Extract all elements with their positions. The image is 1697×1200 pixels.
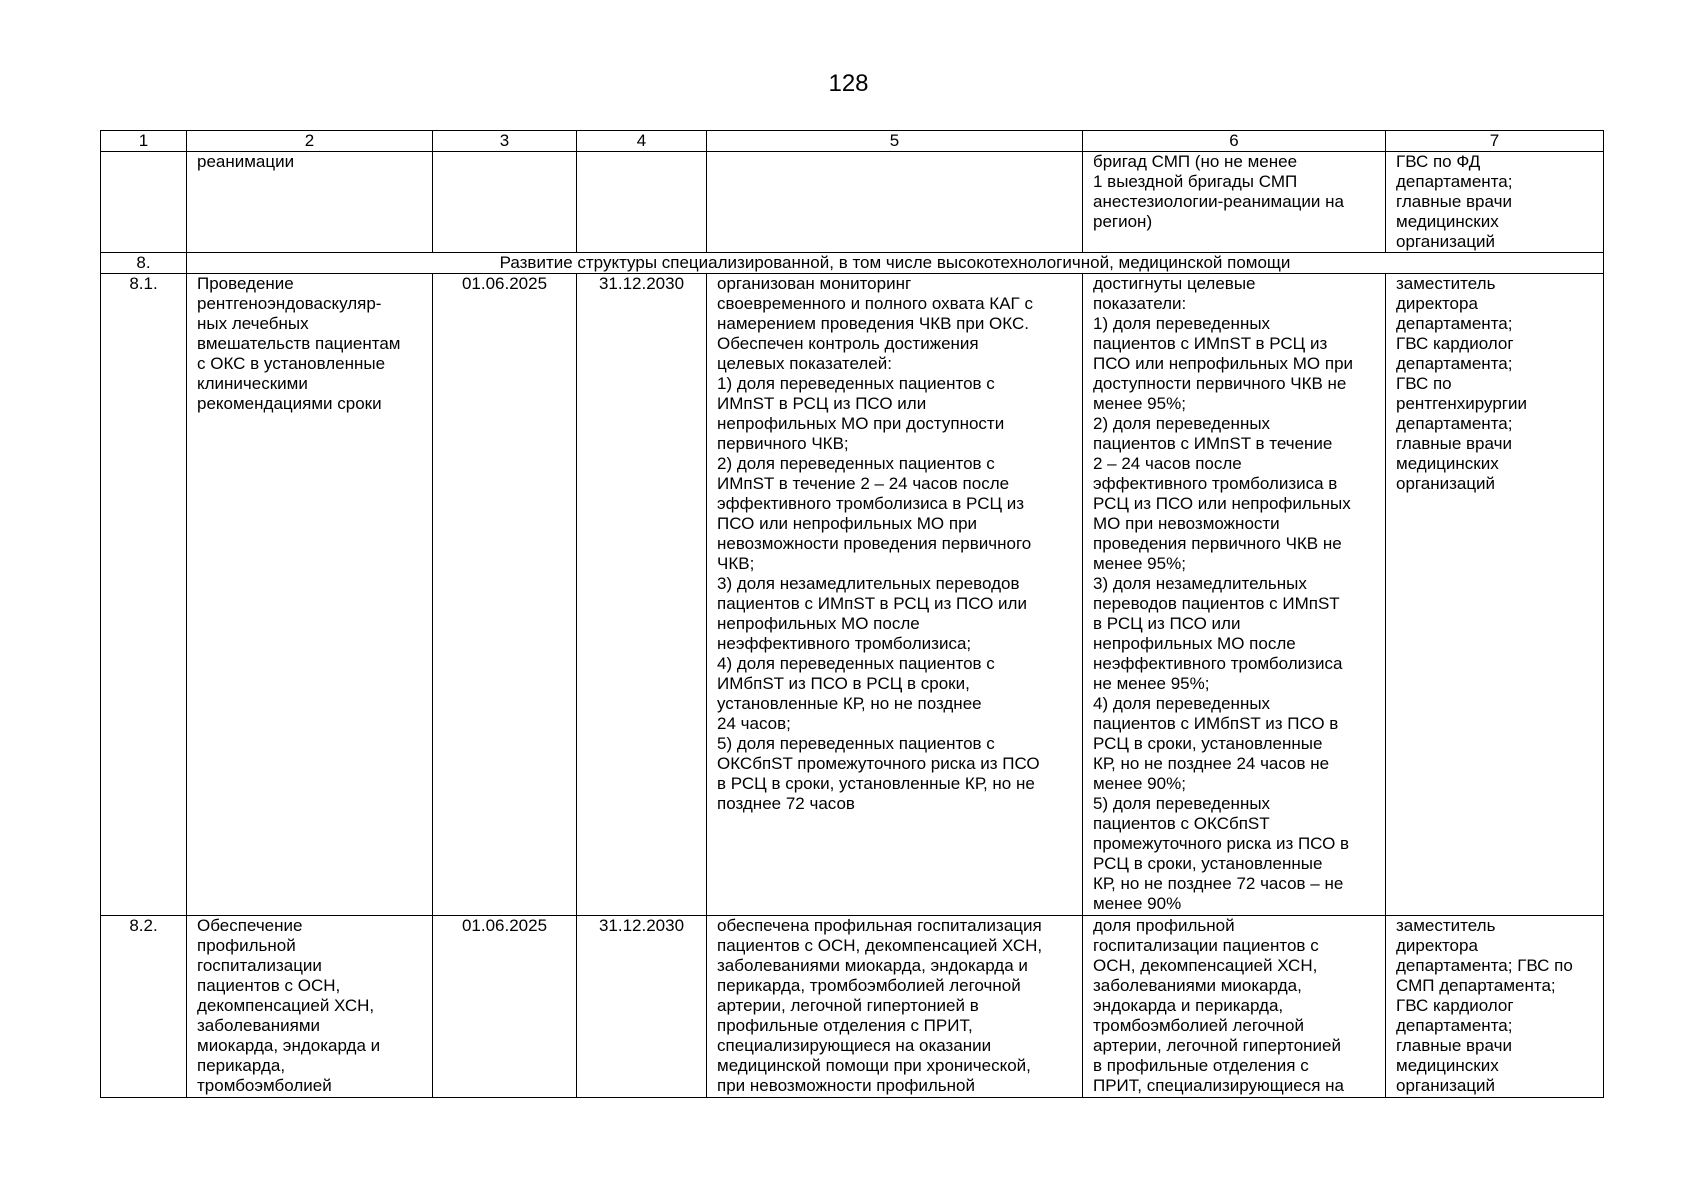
section-number: 8. [101,253,187,274]
column-number-2: 2 [187,131,433,152]
target-indicators [1083,916,1386,1098]
cell-text-line: неэффективного тромболизиса [1093,654,1343,673]
cell-text-line: миокарда, эндокарда и [197,1036,381,1055]
end-date: 31.12.2030 [577,274,707,916]
cell-text-line: эффективного тромболизиса в РСЦ из [717,494,1025,513]
cell-text-line: ОСН, декомпенсацией ХСН, [1093,956,1318,975]
responsible-persons [1386,274,1604,916]
cell-text-line: РСЦ в сроки, установленные [1093,854,1323,873]
cell-text-line: КР, но не позднее 24 часов не [1093,754,1330,773]
cell-text-line: организаций [1396,232,1496,251]
cell-text-line: директора [1396,936,1478,955]
cell-text-line: доступности первичного ЧКВ не [1093,374,1347,393]
cell-text-line: директора [1396,294,1478,313]
cell-text-line: клиническими [197,374,308,393]
cell-text-line: 1) доля переведенных пациентов с [717,374,995,393]
cell-text-line: главные врачи [1396,434,1512,453]
cell-text-line: ПСО или непрофильных МО при [717,514,978,533]
page-number: 128 [828,70,869,97]
cell-text-line: пациентов с ИМпST в РСЦ из [1093,334,1328,353]
cell-text-line: Обеспечен контроль достижения [717,334,979,353]
table-row [101,916,1604,1098]
cell-text-line: неэффективного тромболизиса; [717,634,972,653]
table-row [101,274,1604,916]
column-number-1: 1 [101,131,187,152]
cell-text-line: непрофильных МО при доступности [717,414,1005,433]
cell-text-line: заместитель [1396,274,1496,293]
row-number: 8.2. [101,916,187,1098]
cell-text-line: департамента; [1396,414,1513,433]
measure-name [187,274,433,916]
cell-text-line: намерением проведения ЧКВ при ОКС. [717,314,1029,333]
cell-text-line: не менее 95%; [1093,674,1210,693]
continuation-row [101,152,1604,253]
cell-text-line: медицинских [1396,454,1499,473]
measure-name [187,916,433,1098]
cell-text-line: переводов пациентов с ИМпST [1093,594,1340,613]
cell-text-line: МО при невозможности [1093,514,1280,533]
cell-text-line: 1) доля переведенных [1093,314,1271,333]
column-number-5: 5 [707,131,1083,152]
continuation-indicators-cell [1083,152,1386,253]
cell-text-line: рентгенхирургии [1396,394,1527,413]
cell-text-line: организаций [1396,474,1496,493]
cell-text-line: заболеваниями [197,1016,321,1035]
cell-text-line: 3) доля незамедлительных переводов [717,574,1020,593]
cell-text-line: менее 90%; [1093,774,1186,793]
cell-text-line: перикарда, [197,1056,286,1075]
cell-text-line: артерии, легочной гипертонией в [717,996,979,1015]
cell-text-line: 5) доля переведенных пациентов с [717,734,995,753]
continuation-result-cell [707,152,1083,253]
cell-text-line: артерии, легочной гипертонией [1093,1036,1342,1055]
responsible-persons [1386,916,1604,1098]
start-date: 01.06.2025 [433,274,577,916]
cell-text-line: ГВС кардиолог [1396,996,1514,1015]
cell-text-line: медицинской помощи при хронической, [717,1056,1031,1075]
cell-text-line: вмешательств пациентам [197,334,401,353]
cell-text-line: 1 выездной бригады СМП [1093,172,1298,191]
cell-text-line: невозможности проведения первичного [717,534,1032,553]
cell-text-line: заболеваниями миокарда, [1093,976,1302,995]
cell-text-line: организаций [1396,1076,1496,1095]
section-row [101,253,1604,274]
cell-text-line: специализирующиеся на оказании [717,1036,992,1055]
cell-text-line: менее 95%; [1093,394,1186,413]
cell-text-line: заболеваниями миокарда, эндокарда и [717,956,1028,975]
cell-text-line: перикарда, тромбоэмболией легочной [717,976,1021,995]
continuation-responsible-cell [1386,152,1604,253]
cell-text-line: главные врачи [1396,192,1512,211]
continuation-name-cell [187,152,433,253]
cell-text-line: тромбоэмболией легочной [1093,1016,1304,1035]
cell-text-line: установленные КР, но не позднее [717,694,982,713]
column-number-6: 6 [1083,131,1386,152]
cell-text-line: пациентов с ОКСбпST [1093,814,1270,833]
cell-text-line: позднее 72 часов [717,794,855,813]
cell-text-line: организован мониторинг [717,274,912,293]
cell-text-line: 2) доля переведенных пациентов с [717,454,995,473]
cell-text-line: ГВС по ФД [1396,152,1481,171]
cell-text-line: 4) доля переведенных [1093,694,1271,713]
cell-text-line: ОКСбпST промежуточного риска из ПСО [717,754,1040,773]
cell-text-line: ГВС кардиолог [1396,334,1514,353]
continuation-end-cell [577,152,707,253]
cell-text-line: проведения первичного ЧКВ не [1093,534,1342,553]
end-date: 31.12.2030 [577,916,707,1098]
cell-text-line: своевременного и полного охвата КАГ с [717,294,1033,313]
cell-text-line: обеспечена профильная госпитализация [717,916,1042,935]
cell-text-line: департамента; [1396,354,1513,373]
cell-text-line: департамента; ГВС по [1396,956,1573,975]
cell-text-line: ИМпST в течение 2 – 24 часов после [717,474,1010,493]
cell-text-line: ных лечебных [197,314,309,333]
cell-text-line: 24 часов; [717,714,791,733]
column-number-7: 7 [1386,131,1604,152]
cell-text-line: непрофильных МО после [1093,634,1296,653]
cell-text-line: 5) доля переведенных [1093,794,1271,813]
cell-text-line: пациентов с ОСН, декомпенсацией ХСН, [717,936,1043,955]
start-date: 01.06.2025 [433,916,577,1098]
cell-text-line: ИМбпST из ПСО в РСЦ в сроки, [717,674,970,693]
cell-text-line: департамента; [1396,172,1513,191]
cell-text-line: рекомендациями сроки [197,394,382,413]
continuation-start-cell [433,152,577,253]
cell-text-line: ПСО или непрофильных МО при [1093,354,1354,373]
cell-text-line: 2 – 24 часов после [1093,454,1242,473]
cell-text-line: госпитализации [197,956,322,975]
cell-text-line: Проведение [197,274,294,293]
cell-text-line: заместитель [1396,916,1496,935]
cell-text-line: РСЦ из ПСО или непрофильных [1093,494,1351,513]
cell-text-line: достигнуты целевые [1093,274,1256,293]
cell-text-line: главные врачи [1396,1036,1512,1055]
cell-text-line: 2) доля переведенных [1093,414,1271,433]
cell-text-line: в профильные отделения с [1093,1056,1309,1075]
row-number: 8.1. [101,274,187,916]
cell-text-line: с ОКС в установленные [197,354,386,373]
column-number-row [101,131,1604,152]
cell-text-line: пациентов с ИМпST в РСЦ из ПСО или [717,594,1027,613]
cell-text-line: рентгеноэндоваскуляр- [197,294,382,313]
cell-text-line: профильные отделения с ПРИТ, [717,1016,973,1035]
expected-result [707,274,1083,916]
cell-text-line: ГВС по [1396,374,1452,393]
cell-text-line: декомпенсацией ХСН, [197,996,375,1015]
cell-text-line: бригад СМП (но не менее [1093,152,1298,171]
cell-text-line: доля профильной [1093,916,1235,935]
cell-text-line: эффективного тромболизиса в [1093,474,1338,493]
cell-text-line: КР, но не позднее 72 часов – не [1093,874,1344,893]
cell-text-line: менее 90% [1093,894,1182,913]
cell-text-line: тромбоэмболией [197,1076,332,1095]
continuation-number-cell [101,152,187,253]
cell-text-line: показатели: [1093,294,1187,313]
target-indicators [1083,274,1386,916]
cell-text-line: в РСЦ из ПСО или [1093,614,1241,633]
cell-text-line: непрофильных МО после [717,614,920,633]
cell-text-line: менее 95%; [1093,554,1186,573]
cell-text-line: ЧКВ; [717,554,755,573]
cell-text-line: 3) доля незамедлительных [1093,574,1307,593]
column-number-3: 3 [433,131,577,152]
cell-text-line: пациентов с ОСН, [197,976,341,995]
cell-text-line: профильной [197,936,296,955]
cell-text-line: пациентов с ИМпST в течение [1093,434,1333,453]
cell-text-line: реанимации [197,152,295,171]
cell-text-line: регион) [1093,212,1153,231]
cell-text-line: первичного ЧКВ; [717,434,849,453]
cell-text-line: промежуточного риска из ПСО в [1093,834,1350,853]
cell-text-line: департамента; [1396,1016,1513,1035]
cell-text-line: ИМпST в РСЦ из ПСО или [717,394,927,413]
cell-text-line: пациентов с ИМбпST из ПСО в [1093,714,1339,733]
cell-text-line: в РСЦ в сроки, установленные КР, но не [717,774,1035,793]
cell-text-line: РСЦ в сроки, установленные [1093,734,1323,753]
cell-text-line: целевых показателей: [717,354,892,373]
cell-text-line: при невозможности профильной [717,1076,976,1095]
cell-text-line: госпитализации пациентов с [1093,936,1319,955]
plan-table [100,130,1604,1098]
cell-text-line: медицинских [1396,1056,1499,1075]
cell-text-line: эндокарда и перикарда, [1093,996,1284,1015]
expected-result [707,916,1083,1098]
cell-text-line: СМП департамента; [1396,976,1556,995]
column-number-4: 4 [577,131,707,152]
cell-text-line: 4) доля переведенных пациентов с [717,654,995,673]
cell-text-line: департамента; [1396,314,1513,333]
cell-text-line: ПРИТ, специализирующиеся на [1093,1076,1344,1095]
cell-text-line: анестезиологии-реанимации на [1093,192,1344,211]
cell-text-line: медицинских [1396,212,1499,231]
cell-text-line: Обеспечение [197,916,303,935]
section-title: Развитие структуры специализированной, в том числе высокотехнологичной, медицинской помощи [187,253,1604,274]
